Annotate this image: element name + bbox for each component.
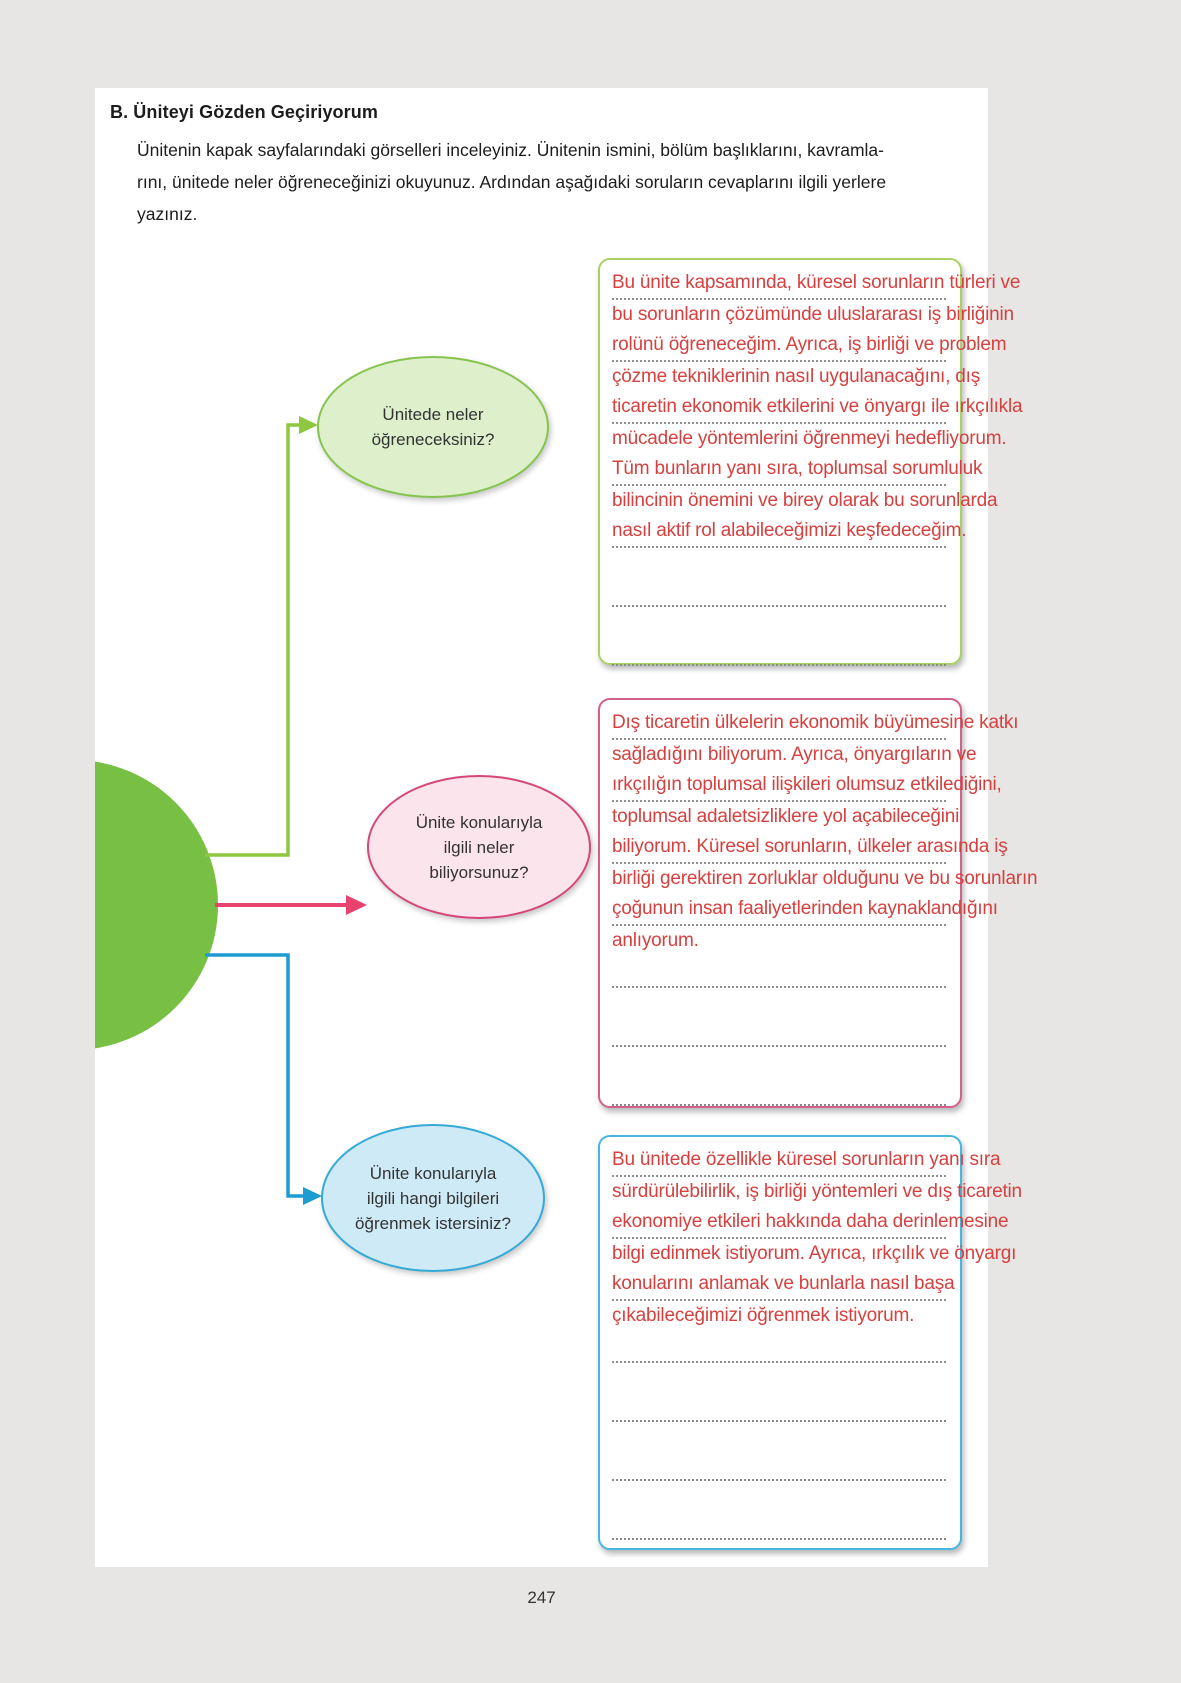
answer-text-line: bilgi edinmek istiyorum. Ayrıca, ırkçılık ve önyargı xyxy=(612,1243,1017,1264)
question-text-line: öğrenmek istersiniz? xyxy=(355,1213,511,1233)
question-ellipse xyxy=(321,1124,545,1272)
empty-writing-line xyxy=(612,988,946,1047)
question-ellipse-label xyxy=(372,402,495,452)
empty-writing-line xyxy=(612,1363,946,1422)
arrowhead-pink-icon xyxy=(346,895,367,915)
answer-unit xyxy=(612,1177,1022,1239)
answer-unit xyxy=(612,926,946,988)
instructions-line: Ünitenin kapak sayfalarındaki görselleri inceleyiniz. Ünitenin ismini, bölüm başlıklarını, kavramla- xyxy=(137,140,884,160)
arrowhead-blue-icon xyxy=(303,1187,322,1205)
section-heading: B. Üniteyi Gözden Geçiriyorum xyxy=(110,102,378,122)
empty-writing-line xyxy=(612,1481,946,1540)
answer-text-line: bilincinin önemini ve birey olarak bu sorunlarda xyxy=(612,490,998,511)
question-text-line: ilgili neler xyxy=(443,837,515,857)
answer-box xyxy=(598,698,1038,1108)
answer-text-line: çözme tekniklerinin nasıl uygulanacağını, dış xyxy=(612,366,981,387)
answer-text-line: Dış ticaretin ülkelerin ekonomik büyümesine katkı xyxy=(612,712,1019,733)
connector-blue-icon xyxy=(205,955,322,1205)
answer-text-line: Bu ünite kapsamında, küresel sorunların türleri ve xyxy=(612,272,1021,293)
question-ellipse xyxy=(367,775,591,919)
answer-text-line: anlıyorum. xyxy=(612,930,699,951)
answer-unit xyxy=(612,802,1008,864)
question-ellipse-label xyxy=(355,1161,511,1236)
answer-unit xyxy=(612,300,1014,362)
question-text-line: Ünite konularıyla xyxy=(415,812,543,832)
answer-unit xyxy=(612,1301,946,1363)
answer-text-line: Tüm bunların yanı sıra, toplumsal sorumluluk xyxy=(612,458,983,479)
page-card xyxy=(95,88,1038,1567)
question-text-line: öğreneceksiniz? xyxy=(371,430,495,449)
question-ellipse xyxy=(317,356,549,498)
answer-text-line: konularını anlamak ve bunlarla nasıl başa xyxy=(612,1273,955,1294)
question-text-line: biliyorsunuz? xyxy=(429,862,529,882)
question-ellipse-label xyxy=(416,810,543,885)
empty-writing-line xyxy=(612,1422,946,1481)
answer-unit xyxy=(612,486,998,548)
answer-text-line: ekonomiye etkileri hakkında daha derinlemesine xyxy=(612,1211,1009,1232)
question-text-line: Ünite konularıyla xyxy=(369,1163,497,1183)
answer-unit xyxy=(612,864,1038,926)
answer-unit xyxy=(612,268,1021,300)
answer-unit xyxy=(612,1145,1001,1177)
answer-text-line: çıkabileceğimizi öğrenmek istiyorum. xyxy=(612,1305,915,1326)
answer-unit xyxy=(612,362,1023,424)
arrowhead-green-icon xyxy=(299,416,318,434)
page-number: 247 xyxy=(527,1588,556,1607)
empty-writing-line xyxy=(612,1047,946,1106)
instructions-line: rını, ünitede neler öğreneceğinizi okuyunuz. Ardından aşağıdaki soruların cevaplarını ilgili yerlere xyxy=(137,172,887,192)
connector-pink-icon xyxy=(215,895,367,915)
hub-semicircle-icon xyxy=(95,760,218,1050)
answer-text-line: rolünü öğreneceğim. Ayrıca, iş birliği ve problem xyxy=(612,334,1007,355)
empty-writing-line xyxy=(612,548,946,607)
answer-text-line: biliyorum. Küresel sorunların, ülkeler arasında iş xyxy=(612,836,1008,857)
question-text-line: Ünitede neler xyxy=(382,405,484,424)
instructions-line: yazınız. xyxy=(137,204,198,224)
answer-box xyxy=(598,1135,1022,1550)
answer-text-line: mücadele yöntemlerini öğrenmeyi hedefliyorum. xyxy=(612,428,1007,449)
answer-text-line: sürdürülebilirlik, iş birliği yöntemleri ve dış ticaretin xyxy=(612,1181,1022,1202)
connector-green-icon xyxy=(205,416,318,855)
answer-unit xyxy=(612,424,1007,486)
answer-text-line: toplumsal adaletsizliklere yol açabileceğini xyxy=(612,806,960,827)
answer-box xyxy=(598,258,1023,665)
question-text-line: ilgili hangi bilgileri xyxy=(366,1188,500,1208)
empty-writing-line xyxy=(612,607,946,666)
answer-text-line: çoğunun insan faaliyetlerinden kaynaklandığını xyxy=(612,898,998,919)
answer-unit xyxy=(612,740,1002,802)
answer-unit xyxy=(612,708,1019,740)
answer-text-line: ticaretin ekonomik etkilerini ve önyargı ile ırkçılıkla xyxy=(612,396,1023,417)
answer-unit xyxy=(612,1239,1017,1301)
answer-text-line: ırkçılığın toplumsal ilişkileri olumsuz etkilediğini, xyxy=(612,774,1002,795)
answer-text-line: Bu ünitede özellikle küresel sorunların yanı sıra xyxy=(612,1149,1001,1170)
answer-text-line: sağladığını biliyorum. Ayrıca, önyargıların ve xyxy=(612,744,977,765)
answer-text-line: nasıl aktif rol alabileceğimizi keşfedeceğim. xyxy=(612,520,967,541)
answer-text-line: birliği gerektiren zorluklar olduğunu ve bu sorunların xyxy=(612,868,1038,889)
answer-text-line: bu sorunların çözümünde uluslararası iş birliğinin xyxy=(612,304,1014,325)
